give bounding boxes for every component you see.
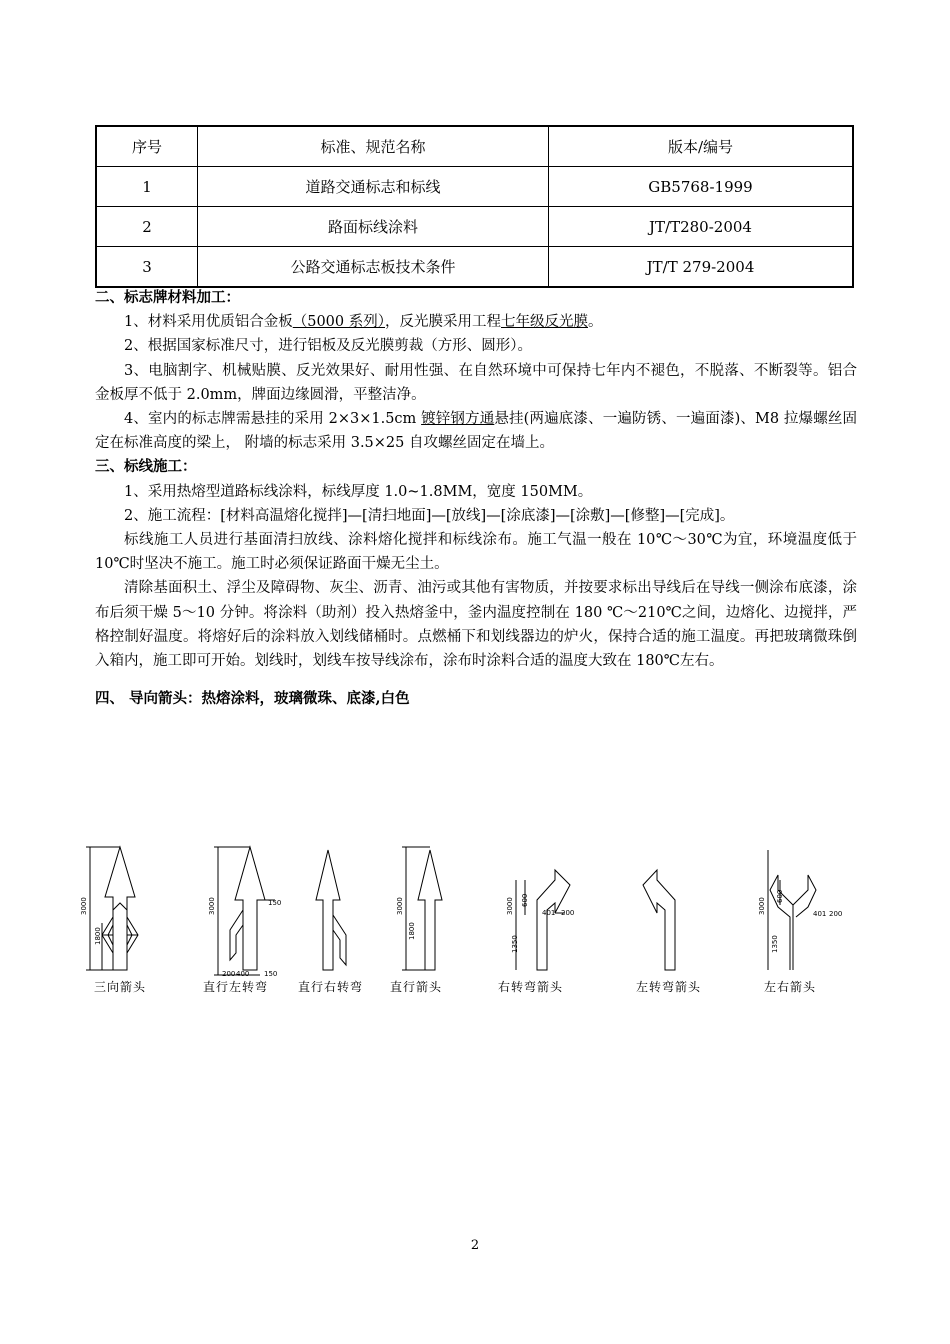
- paragraph: 清除基面积土、浮尘及障碍物、灰尘、沥青、油污或其他有害物质，并按要求标出导线后在导线一侧涂布底漆，涂布后须干燥 5～10 分钟。将涂料（助剂）投入热熔釜中，釜内温度控制在 180 ℃～210℃之间，边熔化、边搅拌，严格控制好温度。将熔好后的涂料放入划线储桶时。点燃桶下和划线器边的炉火，保持合适的施工温度。再把玻璃微珠倒入箱内，施工即可开始。划线时，划线车按导线涂布，涂布时涂料合适的温度大致在 180℃左右。: [95, 580, 857, 670]
- dim-label: 150: [268, 899, 282, 907]
- table-row: [96, 167, 853, 207]
- straight-arrow-icon: [402, 847, 442, 970]
- text-run: 悬挂(两遍底漆、一遍防锈、一遍面漆)、M8 拉爆螺丝固定在标准高度的梁上， 附墙的标志采用 3.5×25 自攻螺丝固定在墙上。: [95, 411, 858, 452]
- paragraph: [95, 310, 857, 334]
- table-cell: 道路交通标志和标线: [198, 167, 549, 207]
- paragraph: 标线施工人员进行基面清扫放线、涂料熔化搅拌和标线涂布。施工气温一般在 10℃～30℃为宜，环境温度低于 10℃时坚决不施工。施工时必须保证路面干燥无尘土。: [95, 532, 857, 573]
- dim-label: 200: [829, 910, 843, 918]
- straight-right-arrow-icon: [316, 850, 346, 970]
- table-row: [96, 207, 853, 247]
- dim-label: 150: [264, 970, 278, 978]
- underlined-text: 镀锌钢方通: [421, 411, 495, 428]
- table-header-cell: 序号: [96, 126, 198, 167]
- table-header-row: [96, 126, 853, 167]
- arrow-drawings: [80, 835, 880, 1005]
- table-cell: JT/T280-2004: [549, 207, 854, 247]
- underlined-text: 七年级反光膜: [501, 314, 588, 331]
- text-run: 。: [588, 314, 603, 331]
- dim-label: 401: [813, 910, 827, 918]
- arrow-caption: 左右箭头: [764, 980, 817, 994]
- page-number: 2: [470, 1238, 480, 1253]
- standards-table: [95, 125, 854, 288]
- text-run: ，反光膜采用工程: [385, 314, 501, 331]
- straight-left-arrow-icon: [214, 847, 275, 975]
- table-cell: 公路交通标志板技术条件: [198, 247, 549, 288]
- dim-label: 401: [542, 909, 556, 917]
- dim-label: 1800: [94, 927, 102, 945]
- paragraph: [95, 407, 857, 455]
- document-body: [95, 286, 857, 711]
- table-cell: 3: [96, 247, 198, 288]
- paragraph: 2、根据国家标准尺寸，进行铝板及反光膜剪裁（方形、圆形）。: [124, 338, 532, 355]
- table-header-cell: 版本/编号: [549, 126, 854, 167]
- arrow-caption: 直行右转弯: [298, 980, 364, 994]
- section-heading: 三、标线施工：: [95, 458, 197, 476]
- dim-label: 3000: [758, 897, 766, 915]
- arrow-caption: 直行左转弯: [203, 980, 269, 994]
- table-cell: GB5768-1999: [549, 167, 854, 207]
- three-way-arrow-icon: [86, 847, 138, 970]
- right-turn-arrow-icon: [516, 870, 570, 970]
- dim-label: 600: [776, 889, 784, 903]
- text-run: 4、室内的标志牌需悬挂的采用 2×3×1.5cm: [124, 411, 422, 428]
- left-turn-arrow-icon: [643, 870, 675, 970]
- arrow-caption: 左转弯箭头: [636, 980, 702, 994]
- dim-label: 1350: [511, 935, 519, 953]
- table-row: [96, 247, 853, 288]
- dim-label: 200: [561, 909, 575, 917]
- table-cell: 2: [96, 207, 198, 247]
- paragraph: 2、施工流程：[材料高温熔化搅拌]—[清扫地面]—[放线]—[涂底漆]—[涂敷]—[修整]—[完成]。: [124, 507, 735, 524]
- dim-label: 3000: [80, 897, 88, 915]
- table-cell: 路面标线涂料: [198, 207, 549, 247]
- text-run: 1、材料采用优质铝合金板: [124, 314, 293, 331]
- dim-label: 600: [521, 893, 529, 907]
- dim-label: 200: [222, 970, 236, 978]
- dim-label: 3000: [208, 897, 216, 915]
- table-header-cell: 标准、规范名称: [198, 126, 549, 167]
- underlined-text: （5000 系列）: [292, 314, 385, 331]
- arrow-caption: 直行箭头: [390, 980, 443, 994]
- section-heading: 二、标志牌材料加工：: [95, 289, 240, 306]
- table-cell: 1: [96, 167, 198, 207]
- dim-label: 3000: [506, 897, 514, 915]
- arrow-caption: 右转弯箭头: [498, 980, 564, 994]
- dim-label: 1800: [408, 922, 416, 940]
- paragraph: 1、采用热熔型道路标线涂料，标线厚度 1.0~1.8MM，宽度 150MM。: [124, 483, 593, 500]
- dim-label: 3000: [396, 897, 404, 915]
- dim-label: 1350: [771, 935, 779, 953]
- table-cell: JT/T 279-2004: [549, 247, 854, 288]
- section-heading: 四、 导向箭头：热熔涂料，玻璃微珠、底漆,白色: [95, 690, 410, 708]
- paragraph: 3、电脑割字、机械贴膜、反光效果好、耐用性强、在自然环境中可保持七年内不褪色，不脱落、不断裂等。铝合金板厚不低于 2.0mm，牌面边缘圆滑，平整洁净。: [95, 362, 857, 403]
- arrow-diagrams: [80, 835, 880, 1005]
- dim-label: 400: [236, 970, 250, 978]
- arrow-caption: 三向箭头: [94, 980, 147, 994]
